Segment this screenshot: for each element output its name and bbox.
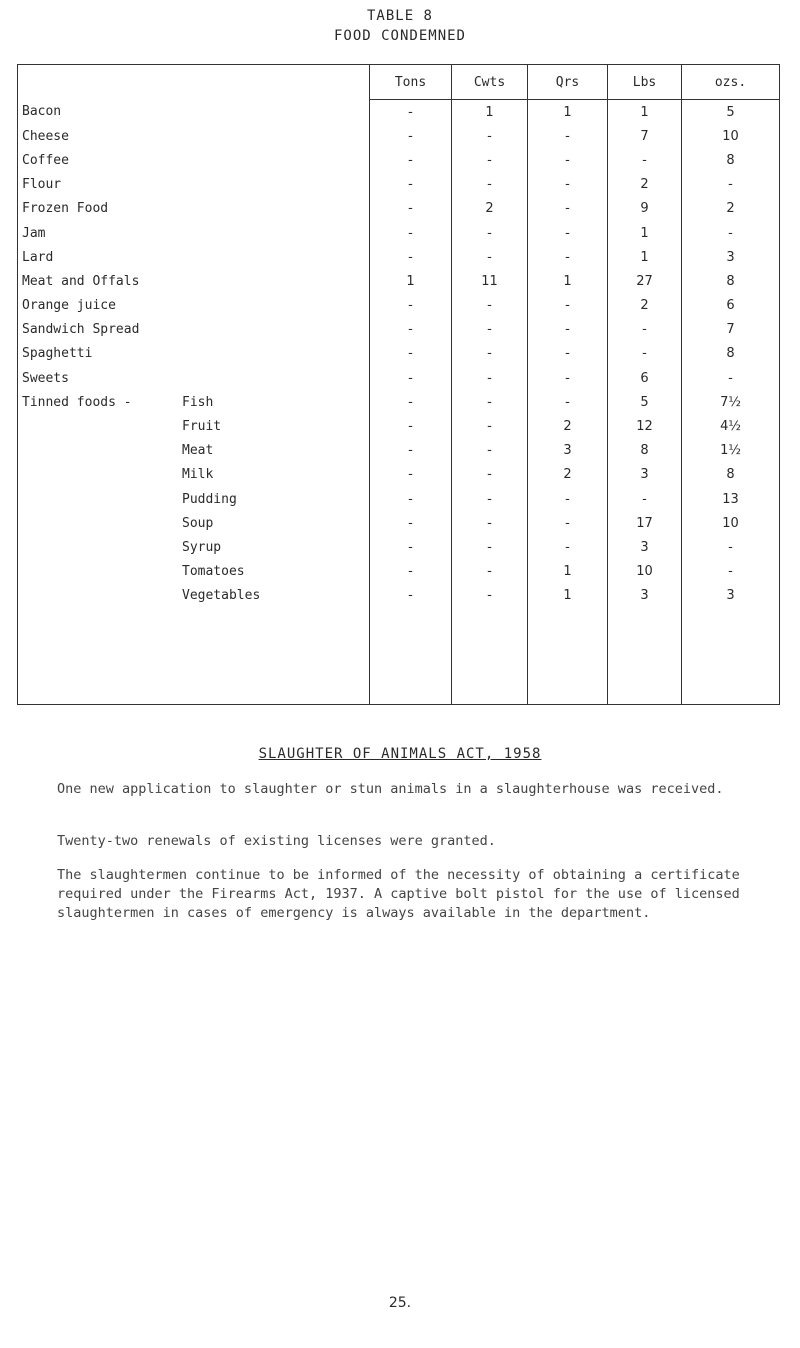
cell-lbs: - (608, 342, 682, 366)
cell-qrs: - (528, 197, 608, 221)
section-heading: SLAUGHTER OF ANIMALS ACT, 1958 (258, 746, 542, 762)
cell-tons: - (370, 463, 452, 487)
cell-tons: - (370, 366, 452, 390)
cell-ozs: 2 (682, 197, 780, 221)
cell-ozs: 6 (682, 294, 780, 318)
paragraph-renewals: Twenty-two renewals of existing licenses were granted. (57, 833, 496, 849)
food-category: Coffee (22, 152, 69, 168)
empty-cell (608, 608, 682, 705)
cell-tons: - (370, 560, 452, 584)
cell-ozs: - (682, 535, 780, 559)
table-row (18, 414, 780, 438)
food-category: Cheese (22, 128, 69, 144)
row-label (18, 269, 370, 293)
food-category: Lard (22, 249, 54, 265)
empty-cell (682, 608, 780, 705)
row-label (18, 487, 370, 511)
cell-tons: - (370, 318, 452, 342)
cell-cwts: - (452, 511, 528, 535)
row-label (18, 318, 370, 342)
food-category: Meat and Offals (22, 273, 140, 289)
cell-lbs: 10 (608, 560, 682, 584)
food-subcategory: Pudding (182, 491, 237, 507)
cell-qrs: - (528, 245, 608, 269)
cell-tons: - (370, 390, 452, 414)
cell-qrs: - (528, 487, 608, 511)
cell-cwts: - (452, 463, 528, 487)
cell-qrs: 1 (528, 269, 608, 293)
table-padding-row (18, 608, 780, 705)
row-label (18, 124, 370, 148)
table-row (18, 511, 780, 535)
cell-ozs: 13 (682, 487, 780, 511)
table-row (18, 342, 780, 366)
food-category: Flour (22, 177, 62, 193)
cell-qrs: 2 (528, 463, 608, 487)
cell-ozs: 1½ (682, 439, 780, 463)
cell-qrs: - (528, 390, 608, 414)
cell-cwts: - (452, 366, 528, 390)
cell-ozs: 7½ (682, 390, 780, 414)
cell-tons: - (370, 197, 452, 221)
empty-cell (18, 608, 370, 705)
cell-lbs: - (608, 148, 682, 172)
cell-qrs: 3 (528, 439, 608, 463)
cell-qrs: - (528, 221, 608, 245)
cell-ozs: 8 (682, 148, 780, 172)
table-row (18, 269, 780, 293)
cell-ozs: - (682, 173, 780, 197)
food-category: Bacon (22, 104, 62, 120)
cell-qrs: - (528, 124, 608, 148)
cell-lbs: 7 (608, 124, 682, 148)
cell-qrs: - (528, 294, 608, 318)
cell-qrs: - (528, 511, 608, 535)
row-label (18, 366, 370, 390)
cell-ozs: - (682, 560, 780, 584)
table-row (18, 124, 780, 148)
cell-tons: - (370, 173, 452, 197)
table-row (18, 487, 780, 511)
table-row (18, 294, 780, 318)
cell-tons: - (370, 439, 452, 463)
row-label (18, 173, 370, 197)
empty-cell (370, 608, 452, 705)
food-subcategory: Vegetables (182, 588, 261, 604)
table-row (18, 245, 780, 269)
row-label (18, 584, 370, 608)
cell-qrs: - (528, 535, 608, 559)
cell-ozs: - (682, 221, 780, 245)
cell-tons: - (370, 535, 452, 559)
table-row (18, 535, 780, 559)
cell-cwts: - (452, 414, 528, 438)
table-row (18, 100, 780, 125)
paragraph-firearms: The slaughtermen continue to be informed of the necessity of obtaining a certificate required under the Firearms Act, 1937. A captive bolt pistol for the use of licensed slaughtermen in cases of emergency is always available in the department. (57, 867, 740, 921)
cell-tons: - (370, 124, 452, 148)
cell-qrs: - (528, 342, 608, 366)
column-header-ozs: ozs. (682, 65, 780, 100)
table-row (18, 197, 780, 221)
table-row (18, 439, 780, 463)
cell-lbs: 1 (608, 245, 682, 269)
row-label (18, 294, 370, 318)
cell-lbs: 9 (608, 197, 682, 221)
cell-qrs: - (528, 148, 608, 172)
cell-tons: - (370, 100, 452, 125)
cell-tons: - (370, 148, 452, 172)
cell-ozs: 5 (682, 100, 780, 125)
column-header-cwts: Cwts (452, 65, 528, 100)
cell-cwts: - (452, 535, 528, 559)
cell-tons: - (370, 584, 452, 608)
cell-lbs: - (608, 318, 682, 342)
cell-qrs: - (528, 366, 608, 390)
header-blank (18, 65, 370, 100)
empty-cell (528, 608, 608, 705)
cell-ozs: - (682, 366, 780, 390)
cell-lbs: 5 (608, 390, 682, 414)
cell-tons: - (370, 245, 452, 269)
cell-ozs: 8 (682, 463, 780, 487)
column-header-qrs: Qrs (528, 65, 608, 100)
cell-qrs: 1 (528, 560, 608, 584)
column-header-tons: Tons (370, 65, 452, 100)
row-label (18, 439, 370, 463)
cell-cwts: 11 (452, 269, 528, 293)
cell-lbs: 1 (608, 221, 682, 245)
cell-lbs: 12 (608, 414, 682, 438)
row-label (18, 535, 370, 559)
paragraph-applications: One new application to slaughter or stun animals in a slaughterhouse was received. (57, 781, 724, 797)
cell-tons: - (370, 487, 452, 511)
food-category: Orange juice (22, 298, 116, 314)
cell-qrs: - (528, 318, 608, 342)
food-subcategory: Soup (182, 515, 214, 531)
food-category: Spaghetti (22, 346, 93, 362)
cell-tons: 1 (370, 269, 452, 293)
table-header-row (18, 65, 780, 100)
cell-cwts: - (452, 439, 528, 463)
cell-cwts: 2 (452, 197, 528, 221)
cell-tons: - (370, 294, 452, 318)
empty-cell (452, 608, 528, 705)
cell-cwts: - (452, 487, 528, 511)
cell-ozs: 4½ (682, 414, 780, 438)
table-row (18, 173, 780, 197)
table-row (18, 221, 780, 245)
cell-ozs: 8 (682, 342, 780, 366)
cell-lbs: 3 (608, 584, 682, 608)
row-label (18, 100, 370, 125)
table-label: TABLE 8 (366, 8, 433, 24)
cell-lbs: 1 (608, 100, 682, 125)
table-row (18, 584, 780, 608)
cell-tons: - (370, 414, 452, 438)
table-title: FOOD CONDEMNED (333, 28, 466, 44)
cell-ozs: 3 (682, 584, 780, 608)
cell-cwts: - (452, 390, 528, 414)
cell-lbs: 17 (608, 511, 682, 535)
cell-ozs: 8 (682, 269, 780, 293)
food-category: Sandwich Spread (22, 322, 140, 338)
table-row (18, 318, 780, 342)
food-subcategory: Fruit (182, 419, 222, 435)
cell-cwts: - (452, 318, 528, 342)
cell-cwts: - (452, 245, 528, 269)
cell-ozs: 10 (682, 124, 780, 148)
cell-lbs: 6 (608, 366, 682, 390)
food-subcategory: Milk (182, 467, 214, 483)
cell-tons: - (370, 221, 452, 245)
row-label (18, 342, 370, 366)
cell-cwts: - (452, 560, 528, 584)
table-row (18, 148, 780, 172)
table-row (18, 463, 780, 487)
cell-cwts: - (452, 148, 528, 172)
food-category: Frozen Food (22, 201, 109, 217)
cell-lbs: 27 (608, 269, 682, 293)
food-subcategory: Tomatoes (182, 564, 245, 580)
cell-qrs: 2 (528, 414, 608, 438)
cell-qrs: 1 (528, 100, 608, 125)
table-row (18, 366, 780, 390)
cell-ozs: 3 (682, 245, 780, 269)
cell-tons: - (370, 342, 452, 366)
row-label (18, 148, 370, 172)
cell-cwts: - (452, 124, 528, 148)
row-label (18, 511, 370, 535)
cell-lbs: 3 (608, 463, 682, 487)
cell-cwts: - (452, 584, 528, 608)
food-category: Tinned foods - (22, 394, 132, 410)
food-subcategory: Syrup (182, 539, 222, 555)
food-category: Sweets (22, 370, 69, 386)
row-label (18, 221, 370, 245)
table-row (18, 560, 780, 584)
food-condemned-table (17, 64, 780, 705)
cell-lbs: 2 (608, 173, 682, 197)
row-label (18, 245, 370, 269)
food-category: Jam (22, 225, 46, 241)
cell-cwts: - (452, 173, 528, 197)
cell-cwts: - (452, 342, 528, 366)
row-label (18, 390, 370, 414)
food-subcategory: Fish (182, 394, 214, 410)
cell-cwts: - (452, 221, 528, 245)
cell-lbs: - (608, 487, 682, 511)
cell-ozs: 7 (682, 318, 780, 342)
row-label (18, 463, 370, 487)
cell-qrs: - (528, 173, 608, 197)
row-label (18, 414, 370, 438)
cell-lbs: 2 (608, 294, 682, 318)
row-label (18, 560, 370, 584)
row-label (18, 197, 370, 221)
food-subcategory: Meat (182, 443, 214, 459)
cell-qrs: 1 (528, 584, 608, 608)
table-row (18, 390, 780, 414)
cell-ozs: 10 (682, 511, 780, 535)
cell-lbs: 3 (608, 535, 682, 559)
column-header-lbs: Lbs (608, 65, 682, 100)
page-number: 25. (388, 1295, 412, 1311)
cell-tons: - (370, 511, 452, 535)
cell-cwts: 1 (452, 100, 528, 125)
cell-cwts: - (452, 294, 528, 318)
cell-lbs: 8 (608, 439, 682, 463)
